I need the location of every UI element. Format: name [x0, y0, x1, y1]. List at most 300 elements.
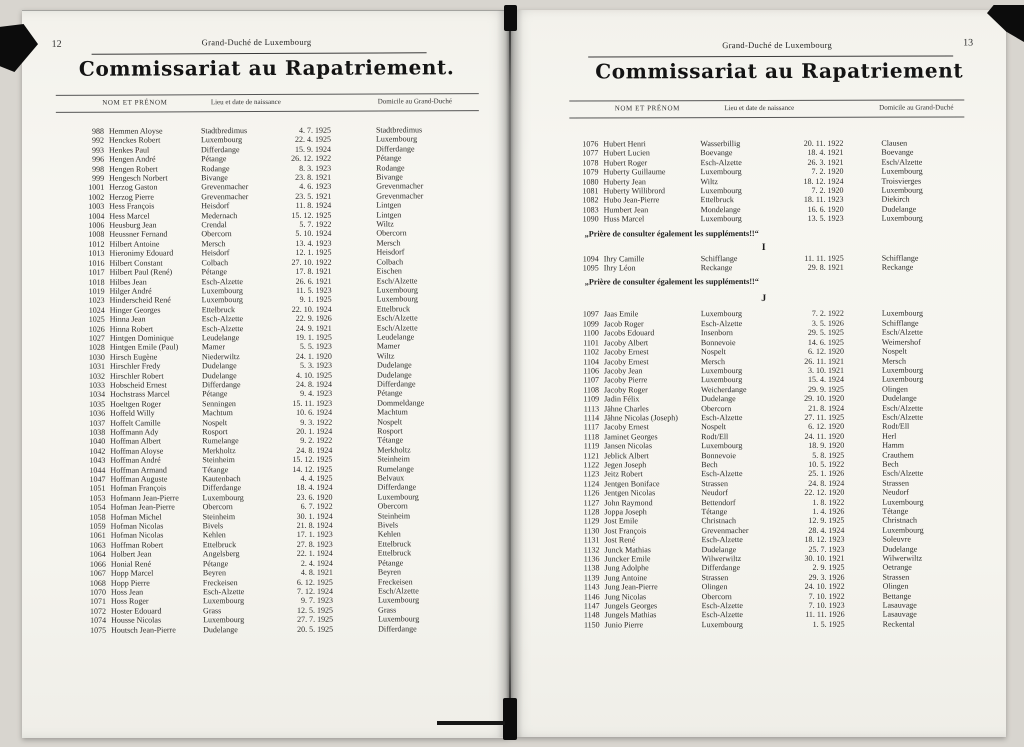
row-domicile: Strassen: [882, 572, 910, 582]
row-name: Hirschler Robert: [109, 371, 164, 381]
right-page: [509, 10, 1006, 737]
row-birthplace: Tétange: [701, 507, 728, 517]
row-domicile: Mersch: [881, 356, 906, 366]
row-birthplace: Esch-Alzette: [701, 469, 743, 479]
row-name: Hubert Roger: [603, 158, 648, 168]
row-domicile: Esch/Alzette: [881, 327, 923, 337]
row-birthdate: 27. 7. 1925: [297, 614, 334, 624]
row-birthdate: 9. 3. 1922: [300, 417, 333, 427]
row-number: 1147: [583, 601, 600, 611]
row-name: Jung Nicolas: [604, 591, 647, 602]
row-birthplace: Strassen: [701, 478, 728, 488]
row-birthplace: Bivange: [201, 173, 228, 183]
row-domicile: Colbach: [376, 257, 404, 267]
row-domicile: Boevange: [881, 147, 914, 158]
row-domicile: Rumelange: [377, 463, 414, 474]
row-spacer: [332, 398, 377, 408]
row-birthdate: 18. 4. 1921: [807, 148, 844, 158]
row-number: 1034: [89, 390, 106, 400]
row-birthdate: 24. 10. 1922: [804, 582, 845, 592]
row-name: Jadin Félix: [604, 394, 640, 404]
row-number: 1143: [583, 582, 600, 592]
repatriation-table-h: [548, 138, 994, 224]
row-spacer: [845, 573, 883, 583]
row-birthplace: Reckange: [700, 263, 733, 273]
row-birthplace: Obercorn: [701, 591, 732, 601]
row-birthplace: Obercorn: [202, 502, 233, 512]
row-birthdate: 22. 10. 1924: [291, 304, 332, 314]
row-birthdate: 6. 12. 1925: [296, 577, 333, 587]
row-domicile: Luxembourg: [376, 285, 418, 295]
row-birthplace: Differdange: [200, 144, 240, 155]
row-birthdate: 9. 2. 1922: [300, 436, 333, 446]
row-spacer: [331, 163, 376, 173]
row-number: 1117: [583, 422, 600, 432]
row-domicile: Hamm: [882, 440, 904, 450]
row-domicile: Weimershof: [881, 337, 921, 347]
row-spacer: [333, 615, 378, 625]
row-number: 1095: [582, 263, 599, 273]
row-name: Hintgen Emile (Paul): [109, 342, 179, 353]
row-name: Hilbert Antoine: [109, 239, 160, 249]
row-birthdate: 26. 3. 1921: [807, 157, 844, 167]
row-number: 1150: [583, 620, 600, 630]
row-birthdate: 10. 5. 1922: [808, 459, 845, 469]
row-domicile: Steinheim: [377, 454, 410, 464]
row-number: 1136: [583, 554, 600, 564]
row-birthplace: Nospelt: [701, 422, 727, 432]
row-number: 1113: [583, 403, 600, 413]
row-name: Holbert Jean: [110, 549, 152, 559]
row-domicile: Dudelange: [376, 369, 412, 380]
row-number: 1132: [583, 545, 600, 555]
row-birthdate: 12. 1. 1925: [295, 247, 332, 258]
row-name: Huberty Jean: [603, 176, 646, 187]
row-domicile: Luxembourg: [881, 365, 924, 375]
row-number: 1038: [89, 427, 106, 437]
row-name: Juncker Emile: [604, 554, 651, 564]
row-domicile: Bivels: [377, 520, 399, 530]
row-domicile: Luxembourg: [881, 213, 923, 223]
row-domicile: Ettelbruck: [377, 539, 412, 549]
row-domicile: Belvaux: [377, 473, 405, 483]
row-spacer: [332, 314, 377, 324]
row-number: 1061: [89, 531, 106, 541]
row-birthdate: 5. 5. 1923: [299, 342, 332, 352]
row-spacer: [844, 195, 882, 205]
row-name: Humbert Jean: [603, 205, 649, 215]
row-name: Jung Adolphe: [604, 563, 649, 573]
row-domicile: Dudelange: [882, 393, 917, 403]
left-page: [22, 10, 509, 738]
row-spacer: [844, 214, 882, 224]
row-spacer: [332, 455, 377, 465]
row-number: 1118: [583, 432, 600, 442]
row-spacer: [331, 126, 376, 136]
row-birthdate: 9. 4. 1923: [300, 389, 333, 399]
row-domicile: Dudelange: [376, 360, 412, 370]
row-domicile: Rosport: [377, 426, 403, 436]
row-domicile: Ettelbruck: [377, 548, 412, 558]
row-name: Hilbert Constant: [109, 258, 163, 268]
row-name: Hobscheid Ernest: [110, 380, 167, 390]
row-birthplace: Rosport: [202, 427, 228, 437]
row-name: Herzog Pierre: [109, 192, 154, 202]
row-domicile: Luxembourg: [375, 134, 418, 144]
row-name: Jacoby Albert: [603, 337, 649, 348]
row-spacer: [332, 351, 377, 361]
row-name: Hoffman Aloyse: [110, 446, 164, 456]
row-name: Jost René: [604, 535, 636, 545]
row-name: Hubert Lucien: [603, 148, 650, 158]
row-birthdate: 7. 10. 1923: [808, 600, 845, 610]
row-birthdate: 15. 9. 1924: [294, 144, 332, 154]
row-spacer: [844, 544, 882, 554]
row-spacer: [844, 469, 882, 479]
row-birthdate: 29. 9. 1925: [808, 384, 845, 394]
row-number: 1101: [583, 338, 599, 348]
row-number: 1017: [88, 267, 105, 277]
scan-artifact-bottom-line: [437, 721, 505, 725]
row-domicile: Dudelange: [882, 544, 918, 554]
row-spacer: [331, 191, 376, 201]
row-name: Houtsch Jean-Pierre: [111, 624, 176, 635]
region-header: Grand-Duché de Luxembourg: [722, 39, 833, 51]
row-birthplace: Mamer: [201, 342, 226, 352]
row-birthdate: 30. 1. 1924: [296, 511, 333, 521]
row-name: Jacoby Pierre: [604, 375, 648, 385]
row-birthplace: Esch-Alzette: [701, 535, 743, 545]
row-birthdate: 18. 9. 1920: [808, 440, 845, 451]
row-spacer: [844, 375, 882, 385]
row-number: 1006: [88, 220, 105, 230]
row-birthdate: 29. 5. 1925: [807, 328, 844, 338]
row-spacer: [332, 389, 377, 399]
row-name: Hofman Nicolas: [110, 530, 164, 541]
row-domicile: Mamer: [376, 341, 401, 351]
row-number: 1003: [88, 201, 105, 212]
row-birthdate: 19. 1. 1925: [295, 332, 332, 342]
row-spacer: [333, 558, 378, 568]
row-name: Hengen André: [109, 154, 156, 164]
row-birthdate: 20. 5. 1925: [297, 624, 334, 634]
row-domicile: Pétange: [376, 153, 402, 163]
row-birthplace: Luxembourg: [202, 596, 245, 606]
row-name: Hofman Jean-Pierre: [110, 502, 175, 512]
row-domicile: Luxembourg: [882, 525, 924, 535]
row-name: Hilger André: [109, 286, 152, 296]
row-birthplace: Niederwiltz: [201, 351, 240, 362]
row-name: Hoster Edouard: [111, 606, 162, 616]
row-birthdate: 26. 12. 1922: [291, 153, 332, 164]
row-name: Heusburg Jean: [109, 220, 157, 230]
row-name: Hinderscheid René: [109, 295, 171, 305]
row-birthplace: Merkholtz: [202, 445, 236, 456]
row-domicile: Heisdorf: [376, 247, 405, 257]
row-number: 1023: [88, 296, 105, 306]
row-name: Jaas Emile: [603, 309, 639, 319]
row-birthplace: Schifflange: [700, 253, 738, 263]
row-name: John Raymond: [604, 497, 653, 507]
row-name: Hubo Jean-Pierre: [603, 195, 660, 205]
row-name: Hoss Jean: [110, 587, 144, 597]
row-birthplace: Mondelange: [700, 204, 741, 214]
row-spacer: [332, 379, 377, 389]
right-page-content: [508, 9, 1007, 737]
row-name: Hinna Robert: [109, 324, 154, 334]
page-gutter-line: [509, 10, 511, 737]
row-birthplace: Weicherdange: [701, 384, 747, 394]
row-birthplace: Ettelbruck: [700, 195, 734, 205]
row-spacer: [844, 563, 882, 573]
row-number: 1097: [582, 309, 599, 319]
row-birthplace: Esch-Alzette: [202, 587, 245, 597]
row-birthplace: Bonnevoie: [700, 337, 736, 347]
row-birthplace: Insenborn: [700, 328, 733, 338]
row-birthdate: 29. 10. 1920: [804, 393, 845, 404]
row-birthplace: Stadtbredimus: [200, 126, 248, 136]
row-name: Joppa Joseph: [604, 507, 647, 517]
row-spacer: [333, 521, 378, 531]
page-title: Commissariat au Rapatriement.: [78, 55, 455, 81]
row-spacer: [844, 384, 882, 394]
table-header-rule-bottom: [56, 110, 479, 113]
row-birthplace: Kautenbach: [202, 474, 241, 484]
row-birthplace: Dudelange: [701, 394, 736, 404]
row-birthplace: Leudelange: [201, 333, 240, 343]
row-domicile: Luxembourg: [882, 497, 924, 507]
row-birthdate: 20. 11. 1922: [803, 138, 844, 148]
row-domicile: Rodange: [376, 163, 405, 173]
row-spacer: [333, 568, 378, 578]
row-domicile: Tétange: [377, 435, 404, 445]
row-spacer: [332, 323, 377, 333]
row-spacer: [332, 417, 377, 427]
row-name: Jeitz Robert: [604, 469, 643, 479]
row-number: 1131: [583, 535, 600, 545]
row-name: Hinger Georges: [109, 305, 161, 315]
row-number: 1138: [583, 563, 600, 573]
row-number: 1051: [89, 484, 106, 494]
row-number: 1019: [88, 286, 105, 296]
row-birthdate: 24. 11. 1920: [804, 431, 845, 441]
row-number: 1043: [89, 455, 106, 465]
row-birthdate: 7. 10. 1922: [808, 591, 845, 601]
row-spacer: [844, 403, 882, 413]
row-birthplace: Rodt/Ell: [701, 431, 729, 441]
row-spacer: [843, 157, 881, 167]
row-domicile: Luxembourg: [882, 374, 924, 384]
row-birthdate: 24. 8. 1924: [296, 379, 333, 389]
row-spacer: [844, 319, 882, 329]
row-domicile: Bech: [882, 459, 899, 469]
row-name: Jaminet Georges: [604, 432, 658, 442]
row-number: 1071: [89, 597, 107, 607]
row-name: Henkes Paul: [108, 145, 150, 155]
row-domicile: Olingen: [882, 581, 909, 591]
row-domicile: Lintgen: [376, 200, 402, 210]
row-number: 1012: [88, 239, 105, 249]
row-birthplace: Differdange: [701, 563, 741, 573]
row-name: Jacobs Edouard: [603, 328, 655, 338]
row-spacer: [332, 267, 377, 277]
row-domicile: Grass: [378, 605, 397, 615]
row-spacer: [332, 427, 377, 437]
row-name: Hintgen Dominique: [109, 333, 174, 343]
row-domicile: Eischen: [376, 266, 402, 276]
row-spacer: [844, 460, 882, 470]
table-row: [61, 624, 493, 635]
row-number: 1099: [582, 319, 599, 329]
row-birthplace: Dudelange: [701, 544, 737, 554]
row-birthplace: Grevenmacher: [201, 191, 249, 202]
row-name: Herzog Gaston: [109, 182, 158, 193]
row-birthplace: Tétange: [202, 464, 229, 474]
row-name: Jentgen Nicolas: [604, 488, 656, 498]
row-name: Hofman Michel: [110, 512, 162, 522]
row-number: 1124: [583, 479, 600, 489]
row-spacer: [331, 229, 376, 239]
row-birthdate: 22. 1. 1924: [296, 548, 333, 559]
row-number: 1078: [582, 158, 599, 168]
row-name: Hengen Robert: [109, 164, 158, 174]
row-domicile: Differdange: [377, 379, 416, 389]
row-birthdate: 7. 2. 1922: [811, 309, 844, 319]
row-birthdate: 18. 4. 1924: [296, 483, 333, 493]
row-number: 1042: [89, 446, 106, 456]
row-spacer: [333, 539, 378, 549]
row-domicile: Pétange: [377, 388, 403, 398]
row-birthdate: 3. 10. 1921: [807, 365, 845, 375]
table-row: [549, 262, 995, 273]
row-spacer: [332, 295, 377, 305]
row-birthplace: Esch-Alzette: [700, 157, 742, 167]
row-domicile: Troisvierges: [881, 176, 922, 186]
row-spacer: [844, 488, 882, 498]
row-domicile: Differdange: [377, 482, 417, 492]
row-domicile: Clausen: [881, 138, 908, 148]
row-birthplace: Luxembourg: [701, 619, 743, 630]
row-birthdate: 22. 9. 1926: [295, 313, 332, 323]
row-birthdate: 18. 11. 1923: [803, 195, 844, 205]
row-domicile: Soleuvre: [882, 534, 911, 544]
row-birthplace: Angelsberg: [202, 549, 240, 559]
row-birthplace: Machtum: [202, 408, 233, 418]
row-number: 1107: [583, 375, 600, 385]
row-spacer: [844, 263, 882, 273]
row-number: 1026: [88, 324, 105, 334]
row-birthdate: 1. 4. 1926: [812, 506, 845, 516]
row-spacer: [844, 478, 882, 488]
row-spacer: [332, 361, 377, 371]
row-number: 996: [92, 154, 105, 164]
row-name: Hess Marcel: [109, 211, 150, 221]
row-spacer: [844, 347, 882, 357]
row-birthplace: Boevange: [700, 148, 733, 158]
row-number: 1036: [89, 408, 106, 418]
title-rule: [92, 52, 427, 54]
row-spacer: [333, 530, 378, 540]
row-birthplace: Dudelange: [203, 624, 238, 634]
row-birthdate: 5. 7. 1922: [299, 219, 332, 229]
row-number: 1027: [88, 333, 105, 343]
row-number: 1090: [582, 214, 599, 224]
row-name: Hoffman Robert: [110, 540, 164, 550]
row-spacer: [332, 304, 377, 314]
row-name: Jacoby Jean: [603, 366, 643, 376]
row-name: Huss Marcel: [603, 214, 645, 224]
row-birthplace: Obercorn: [701, 403, 732, 413]
row-spacer: [331, 220, 376, 230]
row-domicile: Freckeisen: [377, 576, 413, 587]
row-number: 1148: [583, 610, 600, 620]
table-row: [549, 214, 995, 225]
row-name: Hoss Roger: [110, 596, 149, 606]
row-name: Henckes Robert: [108, 135, 161, 146]
row-spacer: [333, 577, 378, 587]
row-birthplace: Luxembourg: [202, 492, 244, 503]
row-birthplace: Esch-Alzette: [201, 314, 244, 324]
row-birthplace: Wilwerwiltz: [701, 554, 742, 564]
row-birthdate: 22. 4. 1925: [294, 135, 331, 145]
row-spacer: [332, 276, 377, 286]
row-domicile: Christnach: [882, 515, 918, 526]
row-birthdate: 12. 9. 1925: [808, 516, 845, 526]
row-number: 992: [91, 136, 104, 146]
row-birthplace: Luxembourg: [700, 365, 743, 376]
row-number: 1053: [89, 493, 106, 503]
row-domicile: Schifflange: [881, 253, 919, 263]
row-spacer: [332, 285, 377, 295]
row-birthdate: 15. 4. 1924: [808, 375, 845, 385]
row-spacer: [332, 408, 377, 418]
row-birthplace: Luxembourg: [701, 375, 743, 385]
row-birthdate: 27. 8. 1923: [296, 539, 333, 549]
row-domicile: Dudelange: [881, 204, 917, 214]
row-birthplace: Grevenmacher: [701, 525, 749, 535]
row-number: 1030: [88, 352, 105, 362]
left-page-content: [20, 10, 510, 739]
column-header-birth: Lieu et date de naissance: [210, 97, 281, 107]
row-name: Hoffelt Camille: [110, 418, 161, 428]
row-number: 1018: [88, 277, 105, 287]
row-domicile: Grevenmacher: [376, 181, 424, 191]
row-spacer: [844, 186, 882, 196]
row-spacer: [331, 182, 376, 192]
row-birthdate: 18. 12. 1923: [804, 534, 845, 545]
row-name: Hilbes Jean: [109, 277, 147, 287]
row-birthplace: Differdange: [202, 483, 242, 493]
row-birthplace: Bivels: [202, 521, 224, 531]
row-spacer: [844, 309, 882, 319]
row-birthdate: 4. 10. 1925: [295, 370, 333, 380]
row-spacer: [845, 582, 883, 592]
row-spacer: [332, 445, 377, 455]
table-row: [550, 619, 996, 630]
row-domicile: Stadtbredimus: [375, 125, 423, 135]
row-spacer: [332, 342, 377, 352]
row-birthplace: Rumelange: [202, 436, 239, 446]
row-birthdate: 30. 10. 1921: [804, 553, 845, 563]
row-birthplace: Heisdorf: [201, 248, 230, 258]
scan-artifact-gutter-bottom: [503, 698, 517, 740]
row-birthplace: Kehlen: [202, 530, 226, 540]
row-spacer: [332, 464, 377, 474]
row-number: 1129: [583, 516, 600, 526]
row-birthdate: 11. 11. 1925: [804, 253, 844, 263]
row-spacer: [332, 370, 377, 380]
row-domicile: Pétange: [377, 558, 404, 568]
